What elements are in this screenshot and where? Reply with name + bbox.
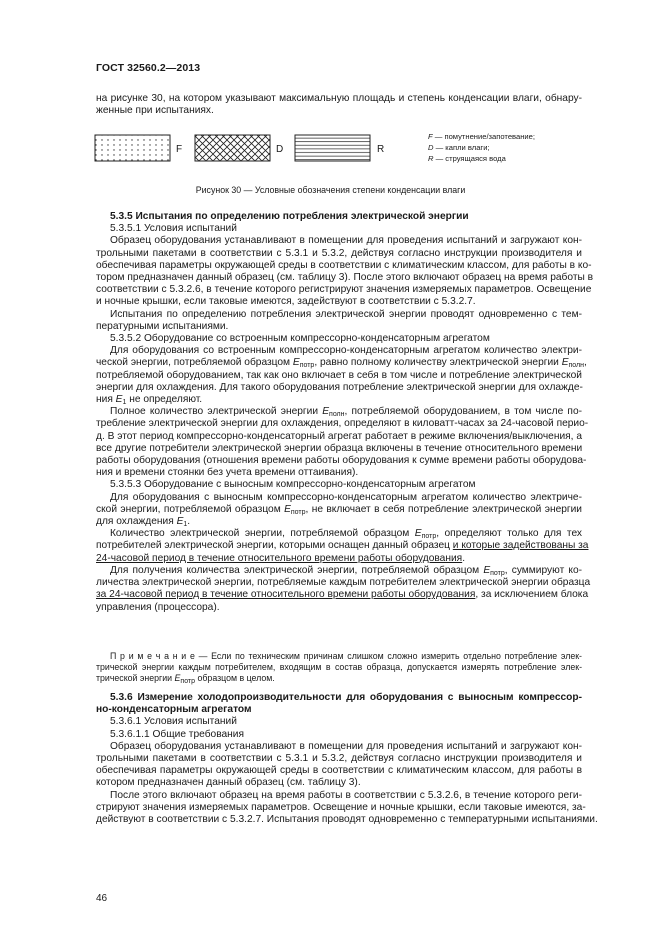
- note-line: трической энергии $E_{потр}$ образцом в целом.: [96, 673, 275, 686]
- running-water-symbol-box: [295, 135, 370, 161]
- text-line: действуют в соответствии с 5.3.2.7. Испытания проводят одновременно с температурными испытаниями.: [96, 814, 598, 826]
- subsection-title: 5.3.6.1 Условия испытаний: [110, 716, 237, 728]
- note-line: П р и м е ч а н и е — Если по техническим причинам слишком сложно измерить отдельно потребление элек-: [110, 651, 582, 661]
- text-line: соответствии с 5.3.2.6, в течение которого регистрируют значения измеряемых параметров. Освещение: [96, 284, 592, 296]
- legend-item: R — струящаяся вода: [428, 154, 506, 163]
- condensation-symbols: [94, 133, 394, 173]
- subsection-title: 5.3.5.3 Оборудование с выносным компрессорно-конденсаторным агрегатом: [110, 479, 476, 491]
- figure-legend: [428, 131, 535, 164]
- text-line: для охлаждения $E_1$.: [96, 516, 191, 529]
- text-line: и ночные крышки, если таковые имеются, задействуют в соответствии с 5.3.2.7.: [96, 296, 476, 308]
- fog-symbol-box: [95, 135, 170, 161]
- text-line: потребляемой оборудованием, так как оно включает в себя в том числе и потребление электрической: [96, 369, 582, 381]
- text-line: трольными пакетами в соответствии с 5.3.1 и 5.3.2, действуя согласно инструкции производителя и: [96, 247, 582, 259]
- text-line: все другие потребители электрической энергии образца включены в течение относительного времени: [96, 442, 583, 454]
- text-line: д. В этот период компрессорно-конденсаторный агрегат работает в режиме включения/выключения, а: [96, 430, 582, 442]
- text-line: ния и времени стоянки без учета времени оттаивания).: [96, 467, 359, 479]
- legend-item: D — капли влаги;: [428, 143, 490, 152]
- note: [96, 651, 582, 685]
- fog-label: F: [176, 144, 183, 155]
- section-heading: но-конденсаторным агрегатом: [96, 704, 252, 716]
- text-line: за 24-часовой период в течение относительного времени работы оборудования, за исключением блока: [96, 589, 589, 601]
- section-heading: 5.3.5 Испытания по определению потребления электрической энергии: [110, 211, 469, 222]
- document-header: ГОСТ 32560.2—2013: [96, 62, 201, 74]
- text-line: на рисунке 30, на котором указывают максимальную площадь и степень конденсации влаги, обнару-: [96, 93, 582, 104]
- text-line: котором предназначен данный образец (см. таблицу 3).: [96, 777, 361, 789]
- text-line: женные при испытаниях.: [96, 105, 214, 117]
- text-line: пературными испытаниями.: [96, 320, 229, 332]
- text-line: тором предназначен данный образец (см. таблицу 3). После этого включают образец на время работы в: [96, 272, 594, 284]
- droplets-label: D: [276, 144, 284, 155]
- text-line: обеспечивая параметры окружающей среды в соответствии с климатическим классом, для работы в: [96, 765, 582, 777]
- text-line: ния $E_1$ не определяют.: [96, 394, 203, 407]
- subsection-title: 5.3.5.2 Оборудование со встроенным компрессорно-конденсаторным агрегатом: [110, 333, 490, 345]
- text-line: ческой энергии, потребляемой образцом $E_{потр}$, равно полному количеству электрической энергии $E_{полн}$,: [96, 357, 587, 370]
- text-line: требление электрической энергии для охлаждения, определяют в киловатт-часах за 24-часовой перио-: [96, 418, 589, 430]
- section-5-3-5: [96, 211, 594, 614]
- text-line: Количество электрической энергии, потребляемой образцом $E_{потр}$, определяют только для тех: [110, 528, 582, 541]
- text-line: Полное количество электрической энергии $E_{полн}$, потребляемой оборудованием, в том числе по-: [110, 406, 583, 419]
- legend-item: F — помутнение/запотевание;: [428, 132, 535, 141]
- text-line: стрируют значения измеряемых параметров. Освещение и ночные крышки, если таковые имеются, за-: [96, 801, 586, 813]
- text-line: ской энергии, потребляемой образцом $E_{потр}$, не включает в себя потребление электрической энергии: [96, 503, 582, 516]
- text-line: Образец оборудования устанавливают в помещении для проведения испытаний и загружают кон-: [110, 235, 582, 247]
- text-line: 24-часовой период в течение относительного времени работы оборудования.: [96, 552, 466, 564]
- text-line: Образец оборудования устанавливают в помещении для проведения испытаний и загружают кон-: [110, 740, 582, 752]
- text-line: Испытания по определению потребления электрической энергии проводят одновременно с тем-: [110, 308, 582, 320]
- droplets-symbol-box: [195, 135, 270, 161]
- figure-caption: Рисунок 30 — Условные обозначения степени конденсации влаги: [195, 185, 466, 195]
- text-line: Для оборудования со встроенным компрессорно-конденсаторным агрегатом количество электри-: [110, 345, 582, 357]
- subsection-title: 5.3.5.1 Условия испытаний: [110, 223, 237, 235]
- page-number: 46: [96, 893, 108, 904]
- section-5-3-6: [96, 692, 598, 826]
- subsection-title: 5.3.6.1.1 Общие требования: [110, 728, 244, 740]
- text-line: трольными пакетами в соответствии с 5.3.1 и 5.3.2, действуя согласно инструкции производителя и: [96, 753, 582, 765]
- section-heading: 5.3.6 Измерение холодопроизводительности для оборудования с выносным компрессор-: [110, 692, 582, 703]
- running-water-label: R: [377, 144, 385, 155]
- text-line: Для получения количества электрической энергии, потребляемой образцом $E_{потр}$, суммируют ко-: [110, 564, 583, 577]
- text-line: Для оборудования с выносным компрессорно-конденсаторным агрегатом количество электриче-: [110, 491, 582, 503]
- text-line: потребителей электрической энергии, которыми оснащен данный образец и которые задействованы за: [96, 540, 589, 552]
- note-line: трической энергии каждым потребителем, входящим в состав образца, допускается измерять потребление элек-: [96, 662, 582, 673]
- text-line: обеспечивая параметры окружающей среды в соответствии с климатическим классом, для работы в ко-: [96, 259, 592, 271]
- text-line: работы оборудования (отношения времени работы оборудования к сумме времени работы оборудова-: [96, 455, 587, 467]
- text-line: После этого включают образец на время работы в соответствии с 5.3.2.6, в течение которого реги-: [110, 789, 582, 801]
- text-line: личества электрической энергии, потребляемые каждым потребителем электрической энергии образца: [96, 577, 591, 589]
- text-line: энергии для охлаждения. Для такого оборудования потребление электрической энергии для охлажде-: [96, 381, 583, 393]
- intro-paragraph: [96, 93, 582, 117]
- text-line: управления (процессора).: [96, 601, 220, 613]
